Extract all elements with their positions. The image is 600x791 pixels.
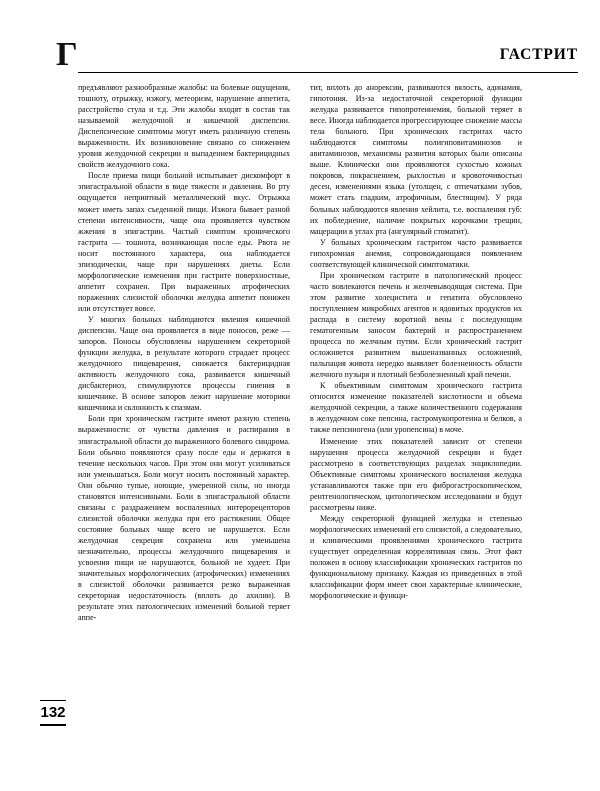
running-head-title: ГАСТРИТ <box>499 46 578 63</box>
paragraph: Между секреторной функцией желудка и степенью морфологических изменений его слизистой, а следовательно, и клиническими проявлениями хронического гастрита существует определенная коррелятивная связь. Этот факт положен в основу классификации хронических гастритов по функциональному признаку. Каждая из приведенных в этой классификации форм имеет свои характерные клинические, морфологические и функци- <box>310 513 522 601</box>
text-column-left <box>78 82 290 623</box>
text-column-right <box>310 82 522 601</box>
paragraph: предъявляют разнообразные жалобы: на болевые ощущения, тошноту, отрыжку, изжогу, метеоризм, нарушение аппетита, расстройство стула и т.д. Эти жалобы входят в состав так называемой желудочной и кишечной диспепсии. Диспепсические симптомы могут иметь различную степень выраженности. Их возникновение связано со снижением уровня желудочной секреции и выпадением бактерицидных свойств желудочного сока. <box>78 83 290 170</box>
page-number: 132 <box>40 704 66 722</box>
paragraph: Боли при хроническом гастрите имеют разную степень выраженности: от чувства давления и распирания в эпигастральной области до выраженного болевого синдрома. Боли обычно появляются сразу после еды и держатся в течение нескольких часов. При этом они могут усиливаться или уменьшаться. Боли могут носить постоянный характер. Они обычно тупые, ноющие, умеренной силы, но иногда становятся интенсивными. Боли в эпигастральной области связаны с раздражением воспаленных интерорецепторов слизистой оболочки желудка при его растяжении. Общее состояние больных чаще всего не нарушается. Если желудочная секреция сохранена или уменьшена незначительно, процессы желудочного пищеварения и усвоения пищи не нарушаются, больной не худеет. При значительных морфологических (атрофических) изменениях в слизистой оболочки развивается резко выраженная секреторная недостаточность (вплоть до ахилии). В результате этих патологических изменений больной теряет аппе- <box>78 414 290 623</box>
body-columns <box>0 82 600 762</box>
page-header <box>0 36 600 84</box>
paragraph: У больных хроническим гастритом часто развивается гипохромная анемия, сопровождающаяся появлением соответствующей клинической симптоматики. <box>310 237 522 269</box>
paragraph: Изменение этих показателей зависит от степени нарушения процесса желудочной секреции и будет рассмотрено в соответствующих разделах энциклопедии. Объективные симптомы хронического воспаления желудка устанавливаются также при его фиброгастроскопическом, рентгенологическом, цитологическом исследовании и будут рассмотрены ниже. <box>310 436 522 512</box>
paragraph: При хроническом гастрите в патологический процесс часто вовлекаются печень и желчевыводящая система. При этом развитие холецистита и гепатита обусловлено поступлением микробных агентов и ядовитых продуктов их распада в систему воротной вены с последующим гематогенным заносом бактерий и распространением процесса по желчным путям. Если хронический гастрит осложняется развитием вышеназванных осложнений, пальпация живота нередко выявляет болезненность области желчного пузыря и плотный безболезненный край печени. <box>310 270 522 380</box>
folio-rule-bottom <box>40 724 66 725</box>
page-number-block <box>30 700 76 726</box>
header-divider-rule <box>78 72 578 73</box>
paragraph: После приема пищи больной испытывает дискомфорт в эпигастральной области в виде тяжести и давления. Во рту ощущается неприятный металлический вкус. Отрыжка может иметь запах съеденной пищи. Изжога бывает разной степени интенсивности, чаще она проявляется чувством жжения в эпигастрии. Частый симптом хронического гастрита — тошнота, возникающая после еды. Рвота не носит постоянного характера, она наблюдается эпизодически, чаще при нарушениях диеты. Если морфологические изменения при гастрите поверхностные, аппетит сохранен. При выраженных атрофических поражениях слизистой оболочки желудка аппетит понижен или отсутствует вовсе. <box>78 171 290 313</box>
paragraph: У многих больных наблюдаются явления кишечной диспепсии. Чаще она проявляется в виде поносов, реже — запоров. Поносы обусловлены нарушением секреторной функции желудка, в результате которого страдает процесс желудочного пищеварения, снижается бактерицидная активность желудочного сока, развивается кишечный дисбактериоз, стимулируются процессы гниения в кишечнике. В основе запоров лежит нарушение моторики кишечника и склонность к спазмам. <box>78 314 290 413</box>
section-letter: Г <box>56 36 79 73</box>
paragraph: К объективным симптомам хронического гастрита относится изменение показателей кислотности и объема желудочной секреции, а также количественного содержания в желудочном соке пепсина, гастромукопротеина и белков, а также пепсиногена (или уропепсина) в моче. <box>310 381 522 435</box>
paragraph: тит, вплоть до анорексии, развиваются вялость, адинамия, гипотония. Из-за недостаточной секреторной функции желудка развивается гипопротеинемия, больной теряет в весе. Иногда наблюдается прогрессирующее снижение массы тела больного. При хронических гастритах часто наблюдаются симптомы полигиповитаминозов и авитаминозов, механизмы развития которых были описаны выше. Клинически они проявляются сухостью кожных покровов, покраснением, рыхлостью и кровоточивостью десен, изменениями языка (утолщен, с отпечатками зубов, может стать гладким, атрофичным, блестящим). У ряда больных наблюдаются явления хейлита, т.е. воспаления губ: их побледнение, наличие покрытых корочками трещин, мацерации в углах рта (ангулярный стоматит). <box>310 83 522 236</box>
